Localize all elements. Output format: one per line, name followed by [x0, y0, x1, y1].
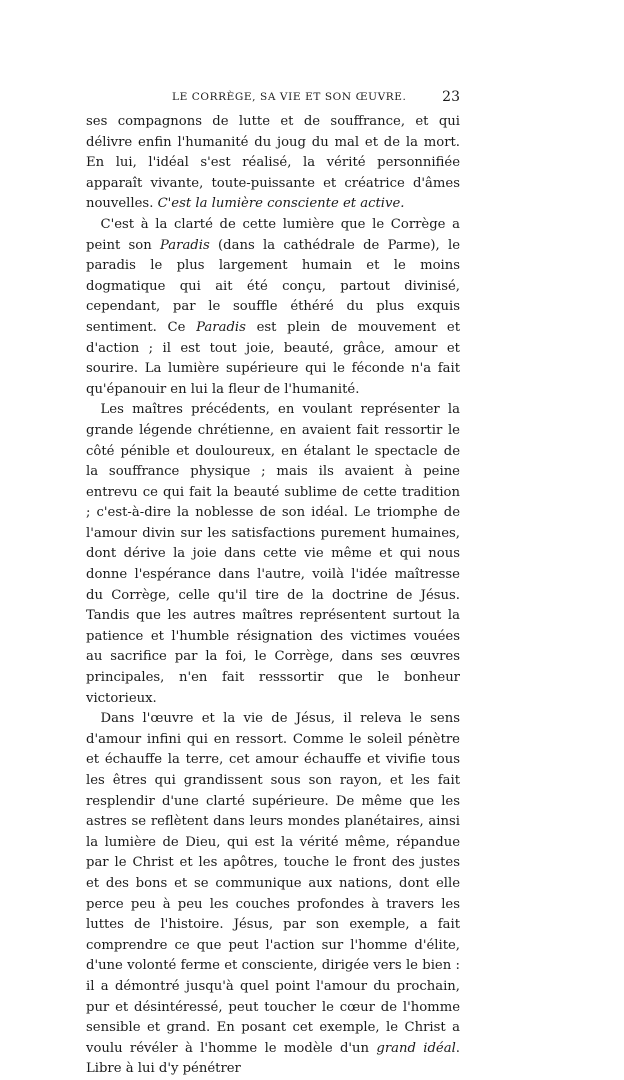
- paragraph-2-italic-2: Paradis: [196, 319, 246, 335]
- paragraph-2-text-a: C'est à la clarté de cette lumière que le Corrège a peint son: [86, 216, 460, 253]
- paragraph-1-italic: C'est la lumière consciente et active.: [157, 196, 405, 212]
- body-text: [86, 112, 460, 1080]
- running-head: [86, 91, 460, 107]
- paragraph-4: [86, 709, 460, 1080]
- paragraph-2: [86, 215, 460, 400]
- paragraph-1-text: ses compagnons de lutte et de souffrance, et qui délivre enfin l'humanité du joug du mal et de la mort. En lui, l'idéal s'est réalisé, la vérité personnifiée apparaît vivante, toute-puissante et créatrice d'âmes nouvelles.: [86, 114, 460, 212]
- paragraph-4-text-a: Dans l'œuvre et la vie de Jésus, il releva le sens d'amour infini qui en ressort. Comme le soleil pénètre et échauffe la terre, cet amour échauffe et vivifie tous les êtres qui grandissent sous son rayon, et les fait resplendir d'une clarté supérieure. De même que les astres se reflètent dans leurs mondes planétaires, ainsi la lumière de Dieu, qui est la vérité même, répandue par le Christ et les apôtres, touche le front des justes et des bons et se communique aux nations, dont elle perce peu à peu les couches profondes à travers les luttes de l'histoire. Jésus, par son exemple, a fait comprendre ce que peut l'action sur l'homme d'élite, d'une volonté ferme et consciente, dirigée vers le bien : il a démontré jusqu'à quel point l'amour du prochain, pur et désintéressé, peut toucher le cœur de l'homme sensible et grand. En posant cet exemple, le Christ a voulu révéler à l'homme le modèle d'un: [86, 711, 460, 1056]
- page-number: 23: [442, 89, 460, 105]
- paragraph-2-text-b: (dans la cathédrale de Parme), le paradis le plus largement humain et le moins dogmatique qui ait été conçu, partout divinisé, cependant, par le souffle éthéré du plus exquis sentiment. Ce: [86, 237, 460, 335]
- paragraph-3: Les maîtres précédents, en voulant représenter la grande légende chrétienne, en avaient fait ressortir le côté pénible et douloureux, en étalant le spectacle de la souffrance physique ; mais ils avaient à peine entrevu ce qui fait la beauté sublime de cette tradition ; c'est-à-dire la noblesse de son idéal. Le triomphe de l'amour divin sur les satisfactions purement humaines, dont dérive la joie dans cette vie même et qui nous donne l'espérance dans l'autre, voilà l'idée maîtresse du Corrège, celle qu'il tire de la doctrine de Jésus. Tandis que les autres maîtres représentent surtout la patience et l'humble résignation des victimes vouées au sacrifice par la foi, le Corrège, dans ses œuvres principales, n'en fait resssortir que le bonheur victorieux.: [86, 402, 460, 706]
- paragraph-2-italic-1: Paradis: [160, 237, 210, 253]
- paragraph-1: [86, 112, 460, 215]
- paragraph-2-text-c: est plein de mouvement et d'action ; il est tout joie, beauté, grâce, amour et sourire. La lumière supérieure qui le féconde n'a fait qu'épanouir en lui la fleur de l'humanité.: [86, 319, 460, 397]
- paragraph-4-text-b: . Libre à lui d'y pénétrer: [86, 1040, 460, 1077]
- running-title: LE CORRÈGE, SA VIE ET SON ŒUVRE.: [172, 91, 407, 103]
- paragraph-4-italic: grand idéal: [376, 1040, 456, 1056]
